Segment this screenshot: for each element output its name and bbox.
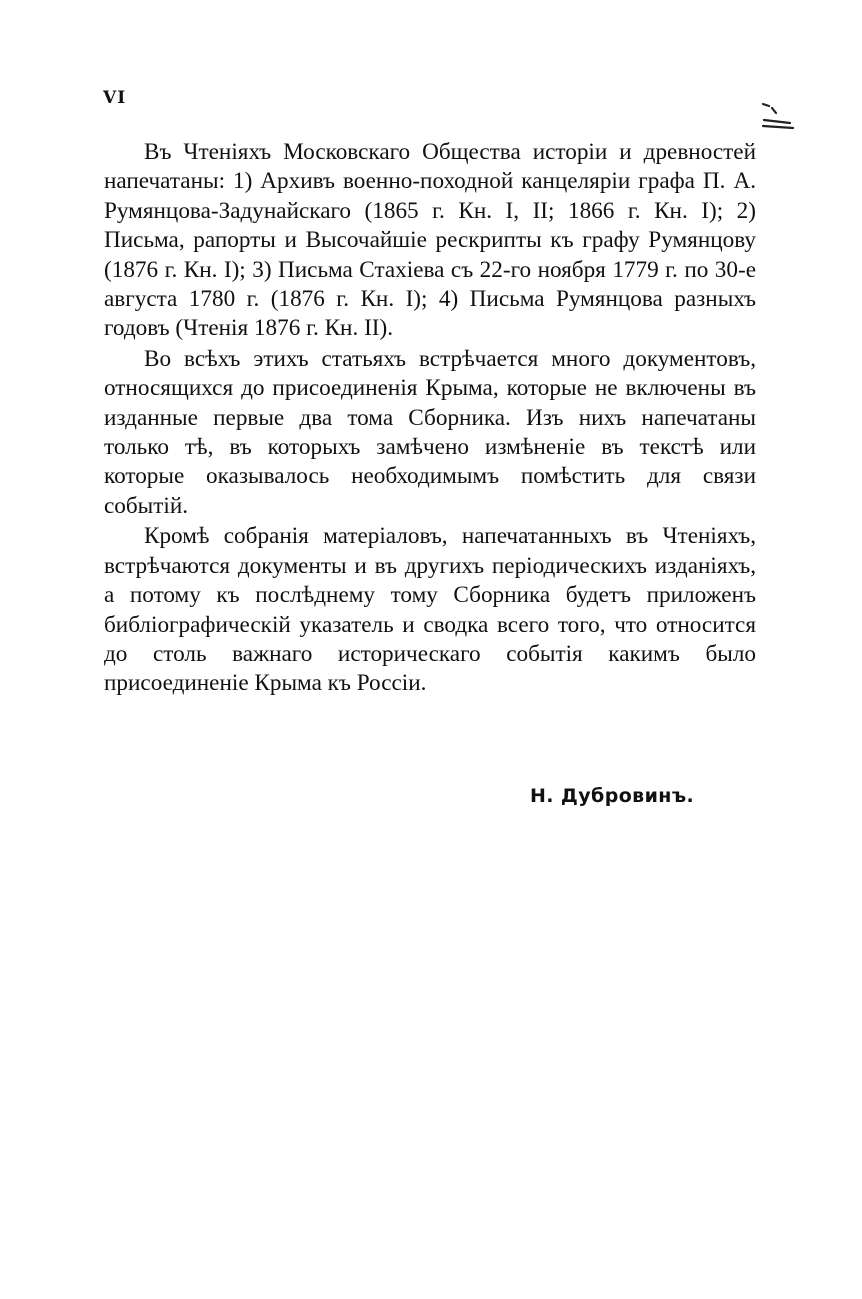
paragraph-1: Въ Чтеніяхъ Московскаго Общества исторіи и древностей напечатаны: 1) Архивъ военно-походной канцеляріи графа П. А. Румянцова-Задунайскаго (1865 г. Кн. I, II; 1866 г. Кн. I); 2) Письма, рапорты и Высочайшіе рескрипты къ графу Румянцову (1876 г. Кн. I); 3) Письма Стахіева съ 22-го ноября 1779 г. по 30-е августа 1780 г. (1876 г. Кн. I); 4) Письма Румянцова разныхъ годовъ (Чтенія 1876 г. Кн. II). [104, 139, 756, 342]
paragraph-3: Кромѣ собранія матеріаловъ, напечатанныхъ въ Чтеніяхъ, встрѣчаются документы и въ другихъ періодическихъ изданіяхъ, а потому къ послѣднему тому Сборника будетъ приложенъ библіографическій указатель и сводка всего того, что относится до столь важнаго историческаго событія какимъ было присоединеніе Крыма къ Россіи. [104, 523, 756, 697]
paragraph-2: Во всѣхъ этихъ статьяхъ встрѣчается много документовъ, относящихся до присоединенія Крыма, которые не включены въ изданные первые два тома Сборника. Изъ нихъ напечатаны только тѣ, въ которыхъ замѣчено измѣненіе въ текстѣ или которые оказывалось необходимымъ помѣстить для связи событій. [104, 345, 756, 519]
page-number: VI [103, 88, 127, 108]
main-text [104, 138, 756, 699]
author-signature: Н. Дубровинъ. [530, 785, 695, 807]
margin-mark-icon [760, 100, 794, 130]
